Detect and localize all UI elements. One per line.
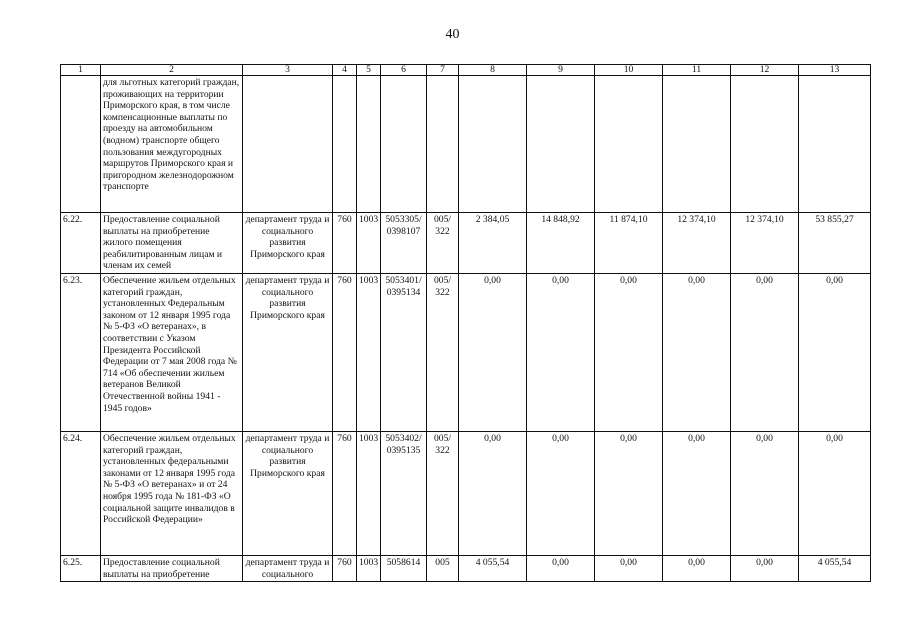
value-cell: 0,00 bbox=[595, 274, 663, 432]
grbs-code: 760 bbox=[333, 556, 357, 582]
column-header: 2 bbox=[101, 65, 243, 76]
column-header: 9 bbox=[527, 65, 595, 76]
column-header: 6 bbox=[381, 65, 427, 76]
executor: департамент труда и социального развития Приморского края bbox=[243, 432, 333, 556]
table-row bbox=[61, 274, 871, 432]
column-header: 1 bbox=[61, 65, 101, 76]
row-number: 6.23. bbox=[61, 274, 101, 432]
column-header: 5 bbox=[357, 65, 381, 76]
value-cell: 0,00 bbox=[731, 274, 799, 432]
executor bbox=[243, 76, 333, 213]
page-number: 40 bbox=[445, 27, 460, 42]
value-cell bbox=[527, 76, 595, 213]
grbs-code bbox=[333, 76, 357, 213]
target-article-code bbox=[381, 76, 427, 213]
row-number: 6.25. bbox=[61, 556, 101, 582]
column-header: 13 bbox=[799, 65, 871, 76]
expense-type-code: 005/ 322 bbox=[427, 213, 459, 274]
grbs-code: 760 bbox=[333, 213, 357, 274]
column-header: 10 bbox=[595, 65, 663, 76]
measure-name: для льготных категорий граждан, проживающих на территории Приморского края, в том числе компенсационные выплаты по проезду на автомобильном (водном) транспорте общего пользования междугородных маршрутов Приморского края и пригородном железнодорожном транспорте bbox=[101, 76, 243, 213]
value-cell: 0,00 bbox=[459, 274, 527, 432]
column-header: 3 bbox=[243, 65, 333, 76]
grbs-code: 760 bbox=[333, 432, 357, 556]
value-cell: 0,00 bbox=[663, 556, 731, 582]
section-code: 1003 bbox=[357, 213, 381, 274]
column-header: 8 bbox=[459, 65, 527, 76]
measure-name: Предоставление социальной выплаты на приобретение bbox=[101, 556, 243, 582]
column-header: 4 bbox=[333, 65, 357, 76]
value-cell: 0,00 bbox=[527, 274, 595, 432]
executor: департамент труда и социального развития Приморского края bbox=[243, 274, 333, 432]
expense-type-code: 005/ 322 bbox=[427, 274, 459, 432]
value-cell: 0,00 bbox=[799, 274, 871, 432]
value-cell bbox=[799, 76, 871, 213]
header-row bbox=[61, 65, 871, 76]
measure-name: Обеспечение жильем отдельных категорий граждан, установленных Федеральным законом от 12 января 1995 года № 5-ФЗ «О ветеранах», в соответствии с Указом Президента Российской Федерации от 7 мая 2008 года № 714 «Об обеспечении жильем ветеранов Великой Отечественной войны 1941 - 1945 годов» bbox=[101, 274, 243, 432]
measure-name: Предоставление социальной выплаты на приобретение жилого помещения реабилитированным лицам и членам их семей bbox=[101, 213, 243, 274]
target-article-code: 5058614 bbox=[381, 556, 427, 582]
section-code: 1003 bbox=[357, 274, 381, 432]
executor: департамент труда и социального развития Приморского края bbox=[243, 213, 333, 274]
value-cell: 53 855,27 bbox=[799, 213, 871, 274]
table-row bbox=[61, 213, 871, 274]
section-code: 1003 bbox=[357, 556, 381, 582]
value-cell: 0,00 bbox=[459, 432, 527, 556]
value-cell bbox=[595, 76, 663, 213]
table-row bbox=[61, 556, 871, 582]
value-cell: 0,00 bbox=[799, 432, 871, 556]
target-article-code: 5053401/ 0395134 bbox=[381, 274, 427, 432]
table-row bbox=[61, 432, 871, 556]
row-number: 6.22. bbox=[61, 213, 101, 274]
value-cell: 0,00 bbox=[595, 432, 663, 556]
value-cell: 0,00 bbox=[731, 556, 799, 582]
value-cell: 0,00 bbox=[595, 556, 663, 582]
value-cell: 0,00 bbox=[527, 556, 595, 582]
expense-type-code: 005 bbox=[427, 556, 459, 582]
section-code bbox=[357, 76, 381, 213]
expense-type-code bbox=[427, 76, 459, 213]
program-table bbox=[60, 64, 871, 582]
executor: департамент труда и социального bbox=[243, 556, 333, 582]
value-cell: 12 374,10 bbox=[731, 213, 799, 274]
value-cell bbox=[663, 76, 731, 213]
row-number: 6.24. bbox=[61, 432, 101, 556]
column-header: 11 bbox=[663, 65, 731, 76]
expense-type-code: 005/ 322 bbox=[427, 432, 459, 556]
value-cell: 4 055,54 bbox=[799, 556, 871, 582]
value-cell: 12 374,10 bbox=[663, 213, 731, 274]
value-cell bbox=[731, 76, 799, 213]
row-number bbox=[61, 76, 101, 213]
column-header: 12 bbox=[731, 65, 799, 76]
value-cell bbox=[459, 76, 527, 213]
table-row bbox=[61, 76, 871, 213]
value-cell: 0,00 bbox=[731, 432, 799, 556]
value-cell: 11 874,10 bbox=[595, 213, 663, 274]
value-cell: 4 055,54 bbox=[459, 556, 527, 582]
value-cell: 0,00 bbox=[663, 432, 731, 556]
measure-name: Обеспечение жильем отдельных категорий граждан, установленных федеральными законами от 12 января 1995 года № 5-ФЗ «О ветеранах» и от 24 ноября 1995 года № 181-ФЗ «О социальной защите инвалидов в Российской Федерации» bbox=[101, 432, 243, 556]
target-article-code: 5053305/ 0398107 bbox=[381, 213, 427, 274]
value-cell: 2 384,05 bbox=[459, 213, 527, 274]
section-code: 1003 bbox=[357, 432, 381, 556]
value-cell: 14 848,92 bbox=[527, 213, 595, 274]
target-article-code: 5053402/ 0395135 bbox=[381, 432, 427, 556]
grbs-code: 760 bbox=[333, 274, 357, 432]
value-cell: 0,00 bbox=[663, 274, 731, 432]
column-header: 7 bbox=[427, 65, 459, 76]
value-cell: 0,00 bbox=[527, 432, 595, 556]
